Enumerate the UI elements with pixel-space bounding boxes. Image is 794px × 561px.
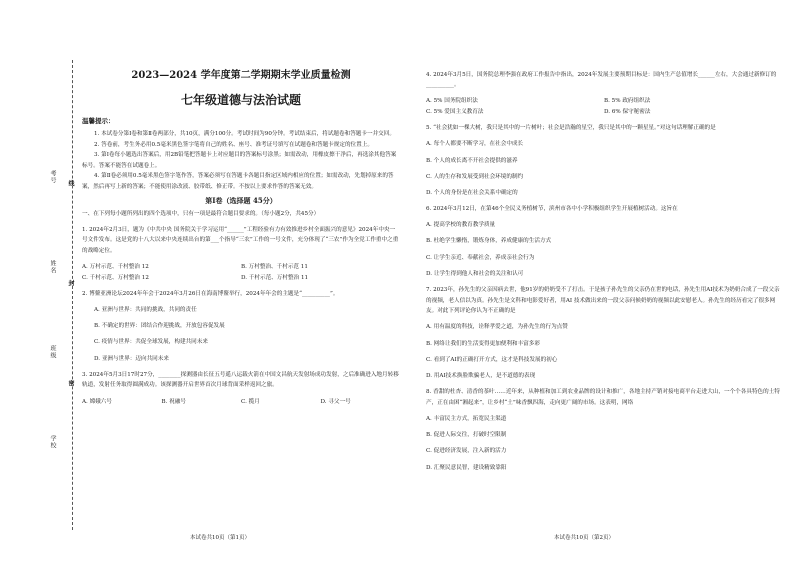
question-1-options-a xyxy=(82,262,400,273)
left-page-footer: 本试卷共10页（第1页） xyxy=(190,535,250,541)
q7-option-a: A. 用有温度的科技，诠释孝爱之道，为孙先生的行为点赞 xyxy=(426,324,568,331)
question-1: 1. 2024年2月3日，题为《中共中央 国务院关于学习运用“______”工程经验有力有效推进乡村全面振兴的意见》2024年中央一号文件发布。这是党的十八大以来中央连续出台的第___个指导“三农”工作的一号文件，充分体现了“三农”作为全党工作重中之重的战略定位。 xyxy=(82,226,399,254)
seal-char-3: 密 xyxy=(67,380,74,387)
right-page xyxy=(412,0,794,561)
question-1-options-b xyxy=(82,273,400,284)
q4-option-d: D. 6% 保守秘密法 xyxy=(604,108,651,115)
q8-option-d: D. 汇聚民意民智，建设精致靠阳 xyxy=(426,464,507,471)
q6-option-b: B. 杜绝学生懒惰，锻炼身体，养成健康的生活方式 xyxy=(426,238,552,245)
school-label: 学校 xyxy=(49,435,56,449)
question-3-options xyxy=(82,397,400,408)
hint-heading: 温馨提示： xyxy=(82,117,115,125)
seal-char-1: 线 xyxy=(67,180,74,187)
q5-option-b: B. 个人的成长离不开社会提供的滋养 xyxy=(426,157,518,164)
question-3: 3. 2024年5月3日17时27分，________探测器由长征五号遥八运载火箭在中国文昌航天发射场成功发射，之后准确进入地月转移轨道，发射任务取得圆满成功。该探测器开启世界首次月球背面采样返回之旅。 xyxy=(82,371,399,389)
q3-option-b: B. 祝融号 xyxy=(161,398,186,405)
left-content xyxy=(82,60,400,407)
right-page-footer: 本试卷共10页（第2页） xyxy=(554,535,614,541)
question-6: 6. 2024年3月12日，在第46个全民义务植树节，滨州市各中小学积极组织学生开展植树活动。这旨在 xyxy=(426,206,678,213)
q3-option-d: D. 寻父一号 xyxy=(320,398,351,405)
q1-option-a: A. 万村示范、千村整治 12 xyxy=(82,264,149,271)
q8-option-b: B. 促进人际交往，打破时空限制 xyxy=(426,432,507,439)
q6-option-c: C. 让学生亲近、奉献社会，养成亲社会行为 xyxy=(426,254,535,261)
q8-option-c: C. 促进经济发展，注入新的活力 xyxy=(426,448,507,455)
section-description: 一、在下列每小题所列出的四个选项中，只有一项是最符合题目要求的。（每小题2分，共45分） xyxy=(82,210,320,217)
question-4: 4. 2024年3月5日，国务院总理李强在政府工作报告中指出，2024年发展主要预期目标是：国内生产总值增长______左右，大会通过新修订的__________。 xyxy=(426,71,777,89)
instruction-2: 2. 答卷前，考生务必用0.5毫米黑色签字笔将自己的姓名、座号、准考证号填写在试题卷和答题卡规定的位置上。 xyxy=(94,141,373,148)
q6-option-d: D. 让学生得到他人和社会的关注和认可 xyxy=(426,270,524,277)
q1-option-c: C. 千村示范、万村整治 12 xyxy=(82,274,149,281)
q6-option-a: A. 提高学校的教育教学质量 xyxy=(426,222,496,229)
q4-option-b: B. 5% 政府组织法 xyxy=(604,98,651,105)
question-4-options-b xyxy=(426,107,782,118)
question-5: 5. “社会犹如一棵大树，我只是其中的一片树叶；社会是浩瀚的星空，我只是其中的一颗星星。”对这句话理解正确的是 xyxy=(426,125,716,132)
q5-option-a: A. 每个人都要不断学习，在社会中成长 xyxy=(426,141,524,148)
q4-option-a: A. 5% 国务院组织法 xyxy=(426,98,478,105)
q3-option-c: C. 揽月 xyxy=(241,398,260,405)
number-label: 考号 xyxy=(49,170,56,184)
seal-char-2: 封 xyxy=(67,280,74,287)
right-content xyxy=(426,64,782,479)
name-label: 姓名 xyxy=(49,260,56,274)
section-heading: 第Ⅰ卷（选择题 45分） xyxy=(205,195,277,205)
q2-option-c: C. 疫情与世界：共促全球发展，构建共同未来 xyxy=(94,339,208,346)
q2-option-d: D. 亚洲与世界：迈向共同未来 xyxy=(94,355,169,362)
instruction-1: 1. 本试卷分第Ⅰ卷和第Ⅱ卷两部分，共10页，满分100分。考试时间为90分钟。考试结束后，将试题卷和答题卡一并交回。 xyxy=(94,131,395,137)
exam-subtitle: 七年级道德与法治试题 xyxy=(180,93,301,107)
q1-option-d: D. 千村示范、万村整治 11 xyxy=(241,274,309,281)
q5-option-d: D. 个人的身份是在社会关系中确定的 xyxy=(426,189,518,196)
question-8: 8. 香甜的杜杏、清香的茶叶……近年来，从种植和加工到农业品牌的设计和推广，各地主持产销对接电商平台走进大山，一个个各具特色的土特产，正在由困“湘起来”，让乡村“土”味香飘四海，走向更广阔的市场。这表明，网络 xyxy=(426,389,780,406)
exam-title: 2023—2024 学年度第二学期期末学业质量检测 xyxy=(131,70,351,81)
q7-option-d: D. 用AI技术换脸欺骗老人，是不道德的表现 xyxy=(426,372,536,379)
class-label: 班级 xyxy=(49,345,56,359)
q7-option-c: C. 看到了AI的正确打开方式，这才是科技发展的初心 xyxy=(426,356,558,363)
q2-option-b: B. 不确定的世界：团结合作迎挑战，开放包容促发展 xyxy=(94,323,225,330)
q1-option-b: B. 万村整治、千村示范 11 xyxy=(241,264,308,271)
q8-option-a: A. 丰富民主方式，拓宽民主渠道 xyxy=(426,415,507,422)
q4-option-c: C. 5% 爱国主义教育法 xyxy=(426,108,484,115)
question-4-options-a xyxy=(426,96,782,107)
question-2: 2. 博鳌亚洲论坛2024年年会于2024年3月26日在海南博鳌举行，2024年年会的主题是“__________”。 xyxy=(82,290,339,297)
instruction-4: 4. 第Ⅱ卷必须用0.5毫米黑色签字笔作答，答案必须写在答题卡各题目指定区域内相应的位置；如需改动，先划掉原来的答案，然后再写上新的答案；不能使用涂改液、胶带纸、修正带。不按以上要求作答的答案无效。 xyxy=(82,173,394,190)
binding-margin xyxy=(0,0,80,561)
q2-option-a: A. 亚洲与世界：共同的挑战，共同的责任 xyxy=(94,307,197,314)
instruction-3: 3. 第Ⅰ卷每小题选出答案后，用2B铅笔把答题卡上对应题目的答案标号涂黑；如需改动，用橡皮擦干净后，再选涂其他答案标号。答案不能答在试题卷上。 xyxy=(82,152,397,169)
question-7: 7. 2023年，孙先生的父亲因病去世，他91岁的奶奶受不了打击。于是孩子孙先生的父亲仍在世的电话，孙先生用AI技术为奶奶合成了一段父亲的视频，老人信以为真。孙先生是文科和电影爱好者，用AI 技术做出来的一段父亲问候奶奶的视频以此安慰老人。孙先生的经历看完了很多网友。对此下列评论你认为不正确的是 xyxy=(426,287,780,315)
q3-option-a: A. 嫦娥六号 xyxy=(82,398,112,405)
q7-option-b: B. 网络让我们的生活变得更加便利和丰富多彩 xyxy=(426,340,540,347)
q5-option-c: C. 人的生存和发展受到社会环境的制约 xyxy=(426,173,524,180)
binding-line xyxy=(72,60,73,530)
